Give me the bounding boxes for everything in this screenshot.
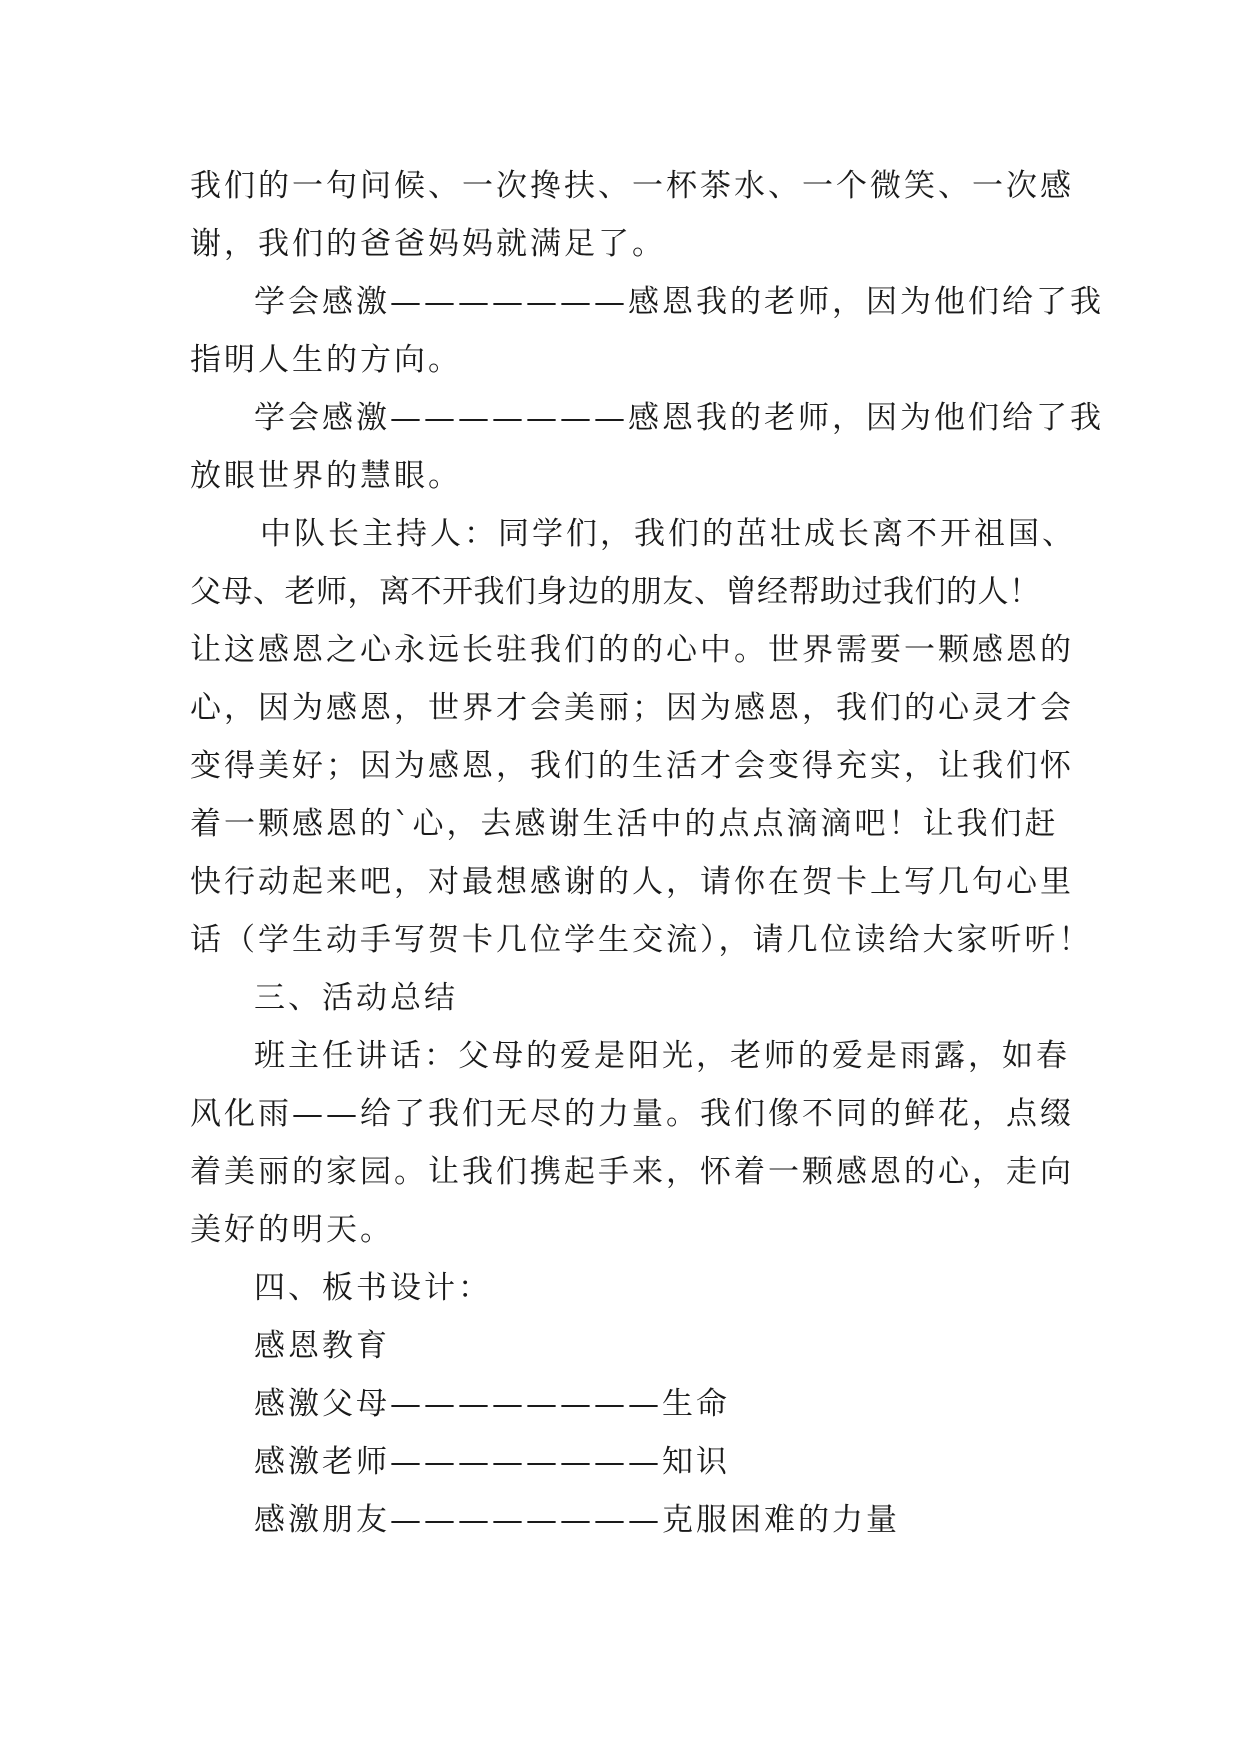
paragraph-line: 变得美好；因为感恩，我们的生活才会变得充实，让我们怀 [190,748,1074,784]
board-line: 感激父母————————生命 [254,1386,730,1422]
paragraph-line: 放眼世界的慧眼。 [190,458,462,494]
paragraph-line: 风化雨——给了我们无尽的力量。我们像不同的鲜花，点缀 [190,1096,1074,1132]
paragraph-line: 话（学生动手写贺卡几位学生交流），请几位读给大家听听！ [190,922,1093,958]
paragraph-line: 中队长主持人：同学们，我们的茁壮成长离不开祖国、 [260,516,1076,552]
section-heading: 四、板书设计： [254,1270,492,1306]
paragraph-line: 父母、老师，离不开我们身边的朋友、曾经帮助过我们的人！ [190,574,1041,610]
paragraph-line: 班主任讲话：父母的爱是阳光，老师的爱是雨露，如春 [254,1038,1070,1074]
board-title: 感恩教育 [254,1328,390,1364]
board-line: 感激老师————————知识 [254,1444,730,1480]
paragraph-line: 我们的一句问候、一次搀扶、一杯茶水、一个微笑、一次感 [190,168,1074,204]
paragraph-line: 学会感激———————感恩我的老师，因为他们给了我 [254,400,1104,436]
paragraph-line: 指明人生的方向。 [190,342,462,378]
paragraph-line: 心，因为感恩，世界才会美丽；因为感恩，我们的心灵才会 [190,690,1074,726]
paragraph-line: 学会感激———————感恩我的老师，因为他们给了我 [254,284,1104,320]
paragraph-line: 谢，我们的爸爸妈妈就满足了。 [190,226,666,262]
paragraph-line: 着美丽的家园。让我们携起手来，怀着一颗感恩的心，走向 [190,1154,1074,1190]
board-line: 感激朋友————————克服困难的力量 [254,1502,900,1538]
paragraph-line: 让这感恩之心永远长驻我们的的心中。世界需要一颗感恩的 [190,632,1074,668]
paragraph-line: 快行动起来吧，对最想感谢的人，请你在贺卡上写几句心里 [190,864,1074,900]
section-heading: 三、活动总结 [254,980,458,1016]
paragraph-line: 着一颗感恩的`心，去感谢生活中的点点滴滴吧！让我们赶 [190,806,1059,842]
paragraph-line: 美好的明天。 [190,1212,394,1248]
